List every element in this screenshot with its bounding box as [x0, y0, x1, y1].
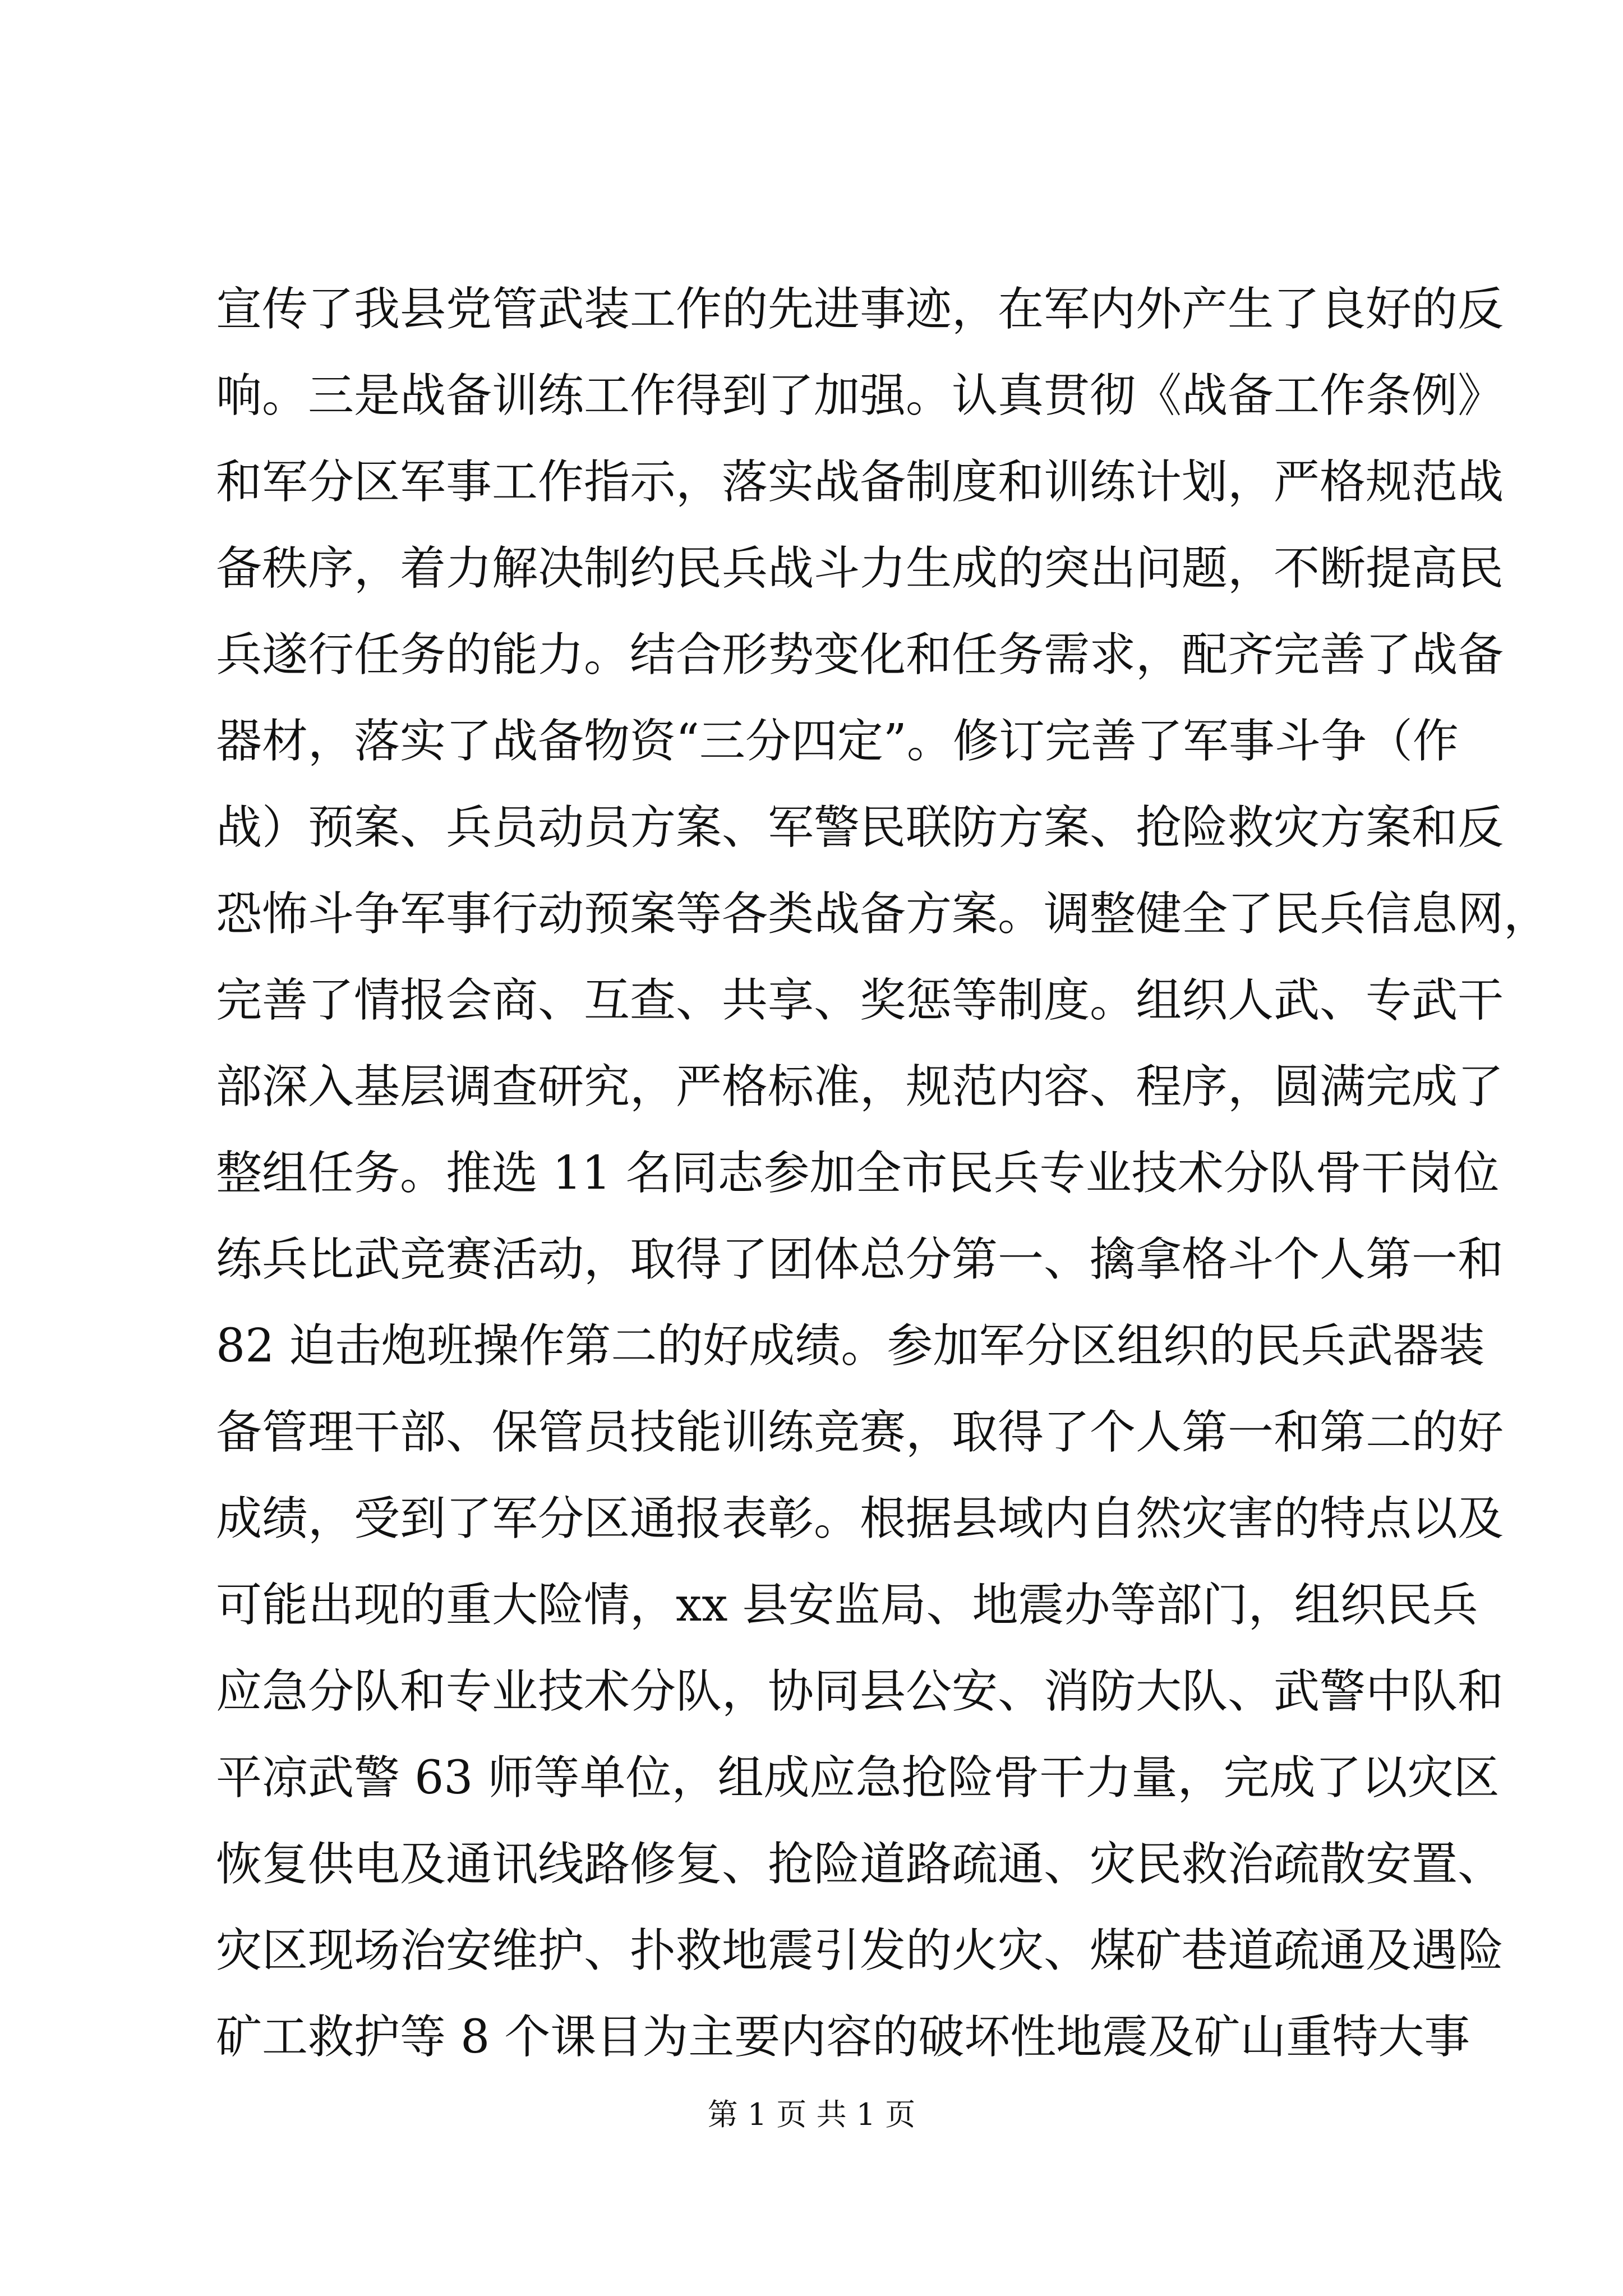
- text-line: 可能出现的重大险情，xx 县安监局、地震办等部门，组织民兵: [216, 1579, 1478, 1632]
- body-text: [216, 266, 1550, 2081]
- text-line: 恢复供电及通讯线路修复、抢险道路疏通、灾民救治疏散安置、: [216, 1838, 1504, 1891]
- text-line: 完善了情报会商、互查、共享、奖惩等制度。组织人武、专武干: [216, 974, 1504, 1027]
- text-line: 响。三是战备训练工作得到了加强。认真贯彻《战备工作条例》: [216, 369, 1504, 422]
- text-line: 和军分区军事工作指示，落实战备制度和训练计划，严格规范战: [216, 455, 1504, 509]
- text-line: 部深入基层调查研究，严格标准，规范内容、程序，圆满完成了: [216, 1060, 1504, 1114]
- text-line: 成绩，受到了军分区通报表彰。根据县域内自然灾害的特点以及: [216, 1492, 1504, 1545]
- text-line: 器材，落实了战备物资“三分四定”。修订完善了军事斗争（作: [216, 715, 1459, 768]
- text-line: 整组任务。推选 11 名同志参加全市民兵专业技术分队骨干岗位: [216, 1147, 1500, 1200]
- text-line: 矿工救护等 8 个课目为主要内容的破坏性地震及矿山重特大事: [216, 2010, 1470, 2064]
- text-line: 灾区现场治安维护、扑救地震引发的火灾、煤矿巷道疏通及遇险: [216, 1924, 1504, 1977]
- page-footer: 第 1 页 共 1 页: [707, 2097, 916, 2132]
- text-line: 备管理干部、保管员技能训练竞赛，取得了个人第一和第二的好: [216, 1406, 1504, 1459]
- text-line: 练兵比武竞赛活动，取得了团体总分第一、擒拿格斗个人第一和: [216, 1233, 1504, 1286]
- text-line: 战）预案、兵员动员方案、军警民联防方案、抢险救灾方案和反: [216, 801, 1504, 854]
- text-line: 应急分队和专业技术分队，协同县公安、消防大队、武警中队和: [216, 1665, 1504, 1718]
- text-line: 备秩序，着力解决制约民兵战斗力生成的突出问题，不断提高民: [216, 542, 1504, 595]
- text-line: 平凉武警 63 师等单位，组成应急抢险骨干力量，完成了以灾区: [216, 1751, 1500, 1805]
- text-line: 82 迫击炮班操作第二的好成绩。参加军分区组织的民兵武器装: [216, 1319, 1485, 1373]
- text-line: 宣传了我县党管武装工作的先进事迹，在军内外产生了良好的反: [216, 283, 1504, 336]
- text-line: 兵遂行任务的能力。结合形势变化和任务需求，配齐完善了战备: [216, 628, 1504, 682]
- text-line: 恐怖斗争军事行动预案等各类战备方案。调整健全了民兵信息网，: [216, 887, 1550, 941]
